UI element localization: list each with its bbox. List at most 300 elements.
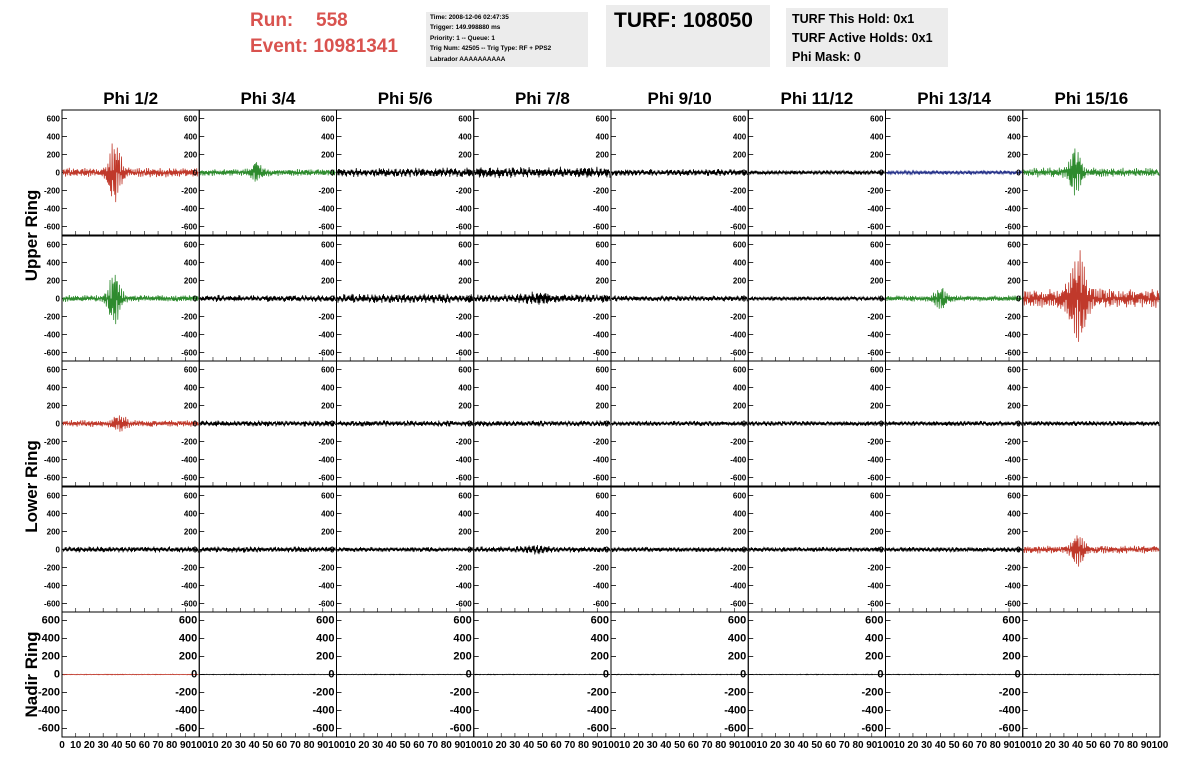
- y-tick-label: 400: [321, 509, 335, 519]
- x-tick-label: 10: [481, 740, 494, 751]
- waveform-trace: [612, 547, 747, 552]
- waveform-trace: [338, 674, 473, 675]
- y-tick-label: -400: [43, 204, 60, 214]
- y-tick-label: -400: [998, 704, 1021, 717]
- y-tick-label: -600: [1004, 348, 1021, 358]
- x-tick-label: 70: [564, 740, 576, 751]
- ring-label: Lower Ring: [22, 440, 41, 533]
- x-tick-label: 50: [674, 740, 686, 751]
- y-tick-label: 600: [183, 240, 198, 250]
- y-tick-label: 0: [1016, 168, 1021, 178]
- y-tick-label: -600: [312, 722, 335, 735]
- y-tick-label: -400: [730, 455, 747, 465]
- y-tick-label: 600: [595, 491, 609, 501]
- y-tick-label: 400: [458, 132, 472, 142]
- info-labrador: Labrador AAAAAAAAAA: [430, 55, 506, 63]
- y-tick-label: -200: [867, 186, 884, 196]
- turf-title: TURF: 108050: [614, 9, 753, 32]
- waveform-trace: [612, 421, 747, 426]
- waveform-trace: [749, 421, 884, 426]
- y-tick-label: 600: [46, 365, 60, 375]
- y-tick-label: 200: [46, 401, 60, 411]
- y-tick-label: -200: [861, 686, 884, 699]
- y-tick-label: -600: [455, 222, 472, 232]
- y-tick-label: -200: [449, 686, 472, 699]
- y-tick-label: 600: [732, 491, 747, 501]
- y-tick-label: 400: [732, 258, 747, 268]
- x-tick-label: 30: [783, 740, 795, 751]
- y-tick-label: 0: [467, 545, 472, 555]
- y-tick-label: 600: [732, 240, 747, 250]
- y-tick-label: -600: [592, 348, 609, 358]
- y-tick-label: -400: [181, 204, 198, 214]
- y-tick-label: -200: [43, 186, 60, 196]
- y-tick-label: 400: [178, 632, 198, 645]
- y-tick-label: 600: [321, 114, 335, 124]
- y-tick-label: 0: [192, 294, 198, 304]
- waveform-trace: [1024, 250, 1159, 342]
- info-time: Time: 2008-12-06 02:47:35: [430, 14, 509, 21]
- y-tick-label: 200: [732, 150, 747, 160]
- y-tick-label: 400: [870, 383, 884, 393]
- x-tick-label: 80: [852, 740, 864, 751]
- y-tick-label: 400: [183, 258, 198, 268]
- waveform-trace: [887, 674, 1022, 675]
- x-tick-label: 80: [440, 740, 452, 751]
- y-tick-label: -400: [867, 204, 884, 214]
- y-tick-label: 600: [458, 114, 472, 124]
- x-tick-label: 20: [1044, 740, 1056, 751]
- y-tick-label: 200: [41, 650, 60, 663]
- y-tick-label: -600: [592, 473, 609, 483]
- y-tick-label: 200: [732, 401, 747, 411]
- y-tick-label: -200: [43, 563, 60, 573]
- column-header: Phi 7/8: [514, 89, 570, 108]
- column-header: Phi 3/4: [240, 89, 296, 108]
- y-tick-label: -600: [730, 599, 747, 609]
- y-tick-label: 600: [46, 114, 60, 124]
- x-tick-label: 70: [976, 740, 988, 751]
- x-tick-label: 70: [838, 740, 850, 751]
- y-tick-label: -200: [730, 186, 747, 196]
- y-tick-label: -600: [43, 473, 60, 483]
- y-tick-label: 600: [46, 240, 60, 250]
- y-tick-label: 600: [321, 240, 335, 250]
- y-tick-label: 600: [183, 491, 198, 501]
- y-tick-label: 0: [55, 294, 60, 304]
- y-tick-label: 200: [458, 401, 472, 411]
- y-tick-label: -400: [455, 330, 472, 340]
- y-tick-label: -400: [455, 455, 472, 465]
- y-tick-label: -200: [1004, 312, 1021, 322]
- y-tick-label: 0: [330, 168, 335, 178]
- y-tick-label: 200: [870, 276, 884, 286]
- y-tick-label: 600: [595, 240, 609, 250]
- y-tick-label: 200: [1002, 650, 1021, 663]
- y-tick-label: -400: [455, 581, 472, 591]
- x-tick-label: 70: [701, 740, 713, 751]
- x-tick-label: 80: [989, 740, 1001, 751]
- y-tick-label: 200: [321, 401, 335, 411]
- turf-this-hold: TURF This Hold: 0x1: [792, 12, 915, 26]
- y-tick-label: 400: [183, 132, 198, 142]
- y-tick-label: 0: [55, 545, 60, 555]
- y-tick-label: 200: [458, 527, 472, 537]
- y-tick-label: -400: [43, 581, 60, 591]
- y-tick-label: 0: [879, 545, 884, 555]
- y-tick-label: 600: [1002, 614, 1021, 627]
- y-tick-label: 200: [183, 401, 198, 411]
- y-tick-label: 400: [41, 632, 60, 645]
- x-tick-label: 60: [962, 740, 974, 751]
- y-tick-label: 400: [183, 509, 198, 519]
- y-tick-label: 600: [1007, 491, 1021, 501]
- y-tick-label: -600: [181, 222, 198, 232]
- waveform-trace: [887, 421, 1022, 426]
- y-tick-label: 600: [1007, 240, 1021, 250]
- y-tick-label: 600: [183, 114, 198, 124]
- y-tick-label: -400: [181, 330, 198, 340]
- y-tick-label: 400: [46, 132, 60, 142]
- x-tick-label: 50: [536, 740, 548, 751]
- y-tick-label: 200: [458, 276, 472, 286]
- y-tick-label: -200: [175, 686, 198, 699]
- y-tick-label: -200: [181, 186, 198, 196]
- x-tick-label: 100: [1151, 740, 1169, 751]
- y-tick-label: 600: [183, 365, 198, 375]
- x-tick-label: 50: [948, 740, 960, 751]
- y-tick-label: 400: [865, 632, 884, 645]
- y-tick-label: -200: [455, 437, 472, 447]
- y-tick-label: 400: [1007, 509, 1021, 519]
- y-tick-label: -600: [318, 473, 335, 483]
- x-tick-label: 40: [111, 740, 123, 751]
- x-tick-label: 20: [632, 740, 645, 751]
- y-tick-label: -400: [867, 455, 884, 465]
- info-priority: Priority: 1 -- Queue: 1: [430, 34, 495, 42]
- y-tick-label: -400: [1004, 330, 1021, 340]
- x-tick-label: 10: [207, 740, 219, 751]
- waveform-trace: [63, 415, 198, 431]
- waveform-trace: [887, 288, 1022, 309]
- y-tick-label: -600: [867, 599, 884, 609]
- x-tick-label: 10: [619, 740, 631, 751]
- y-tick-label: 200: [870, 527, 884, 537]
- y-tick-label: 400: [458, 258, 472, 268]
- y-tick-label: -600: [730, 222, 747, 232]
- info-trigger: Trigger: 149.998880 ms: [430, 24, 501, 32]
- waveform-trace: [612, 295, 747, 301]
- y-tick-label: -600: [318, 348, 335, 358]
- y-tick-label: -200: [1004, 563, 1021, 573]
- y-tick-label: -600: [730, 473, 747, 483]
- y-tick-label: 200: [458, 150, 472, 160]
- x-tick-label: 90: [317, 740, 329, 751]
- y-tick-label: 200: [595, 401, 609, 411]
- y-tick-label: 600: [590, 614, 609, 627]
- y-tick-label: 400: [590, 632, 609, 645]
- y-tick-label: -200: [455, 186, 472, 196]
- x-tick-label: 80: [1126, 740, 1139, 751]
- y-tick-label: 0: [191, 668, 198, 681]
- x-tick-label: 50: [262, 740, 274, 751]
- y-tick-label: 400: [595, 383, 609, 393]
- y-tick-label: 0: [465, 668, 472, 681]
- waveform-trace: [63, 275, 198, 324]
- y-tick-label: -600: [455, 473, 472, 483]
- y-tick-label: 200: [865, 650, 884, 663]
- x-tick-label: 100: [602, 740, 620, 751]
- waveform-trace: [1024, 149, 1159, 196]
- y-tick-label: 200: [453, 650, 472, 663]
- y-tick-label: -600: [861, 722, 884, 735]
- y-tick-label: -200: [867, 563, 884, 573]
- x-tick-label: 40: [934, 740, 946, 751]
- y-tick-label: 600: [321, 491, 335, 501]
- y-tick-label: 600: [458, 365, 472, 375]
- y-tick-label: -600: [181, 473, 198, 483]
- y-tick-label: -400: [318, 455, 335, 465]
- y-tick-label: 0: [604, 168, 609, 178]
- waveform-trace: [63, 144, 198, 203]
- y-tick-label: -600: [175, 722, 198, 735]
- waveform-trace: [200, 421, 335, 427]
- y-tick-label: 200: [732, 527, 747, 537]
- y-tick-label: 600: [458, 491, 472, 501]
- y-tick-label: -400: [43, 455, 60, 465]
- y-tick-label: -200: [586, 686, 609, 699]
- waveform-trace: [200, 547, 335, 553]
- x-tick-label: 60: [550, 740, 562, 751]
- x-tick-label: 30: [97, 740, 109, 751]
- y-tick-label: 0: [330, 419, 335, 429]
- run-value: 558: [316, 10, 348, 31]
- waveform-trace: [612, 674, 747, 675]
- y-tick-label: 600: [732, 365, 747, 375]
- y-tick-label: -400: [318, 204, 335, 214]
- y-tick-label: 400: [458, 509, 472, 519]
- y-tick-label: -200: [318, 186, 335, 196]
- x-tick-label: 60: [825, 740, 837, 751]
- y-tick-label: 200: [183, 276, 198, 286]
- column-header: Phi 15/16: [1054, 89, 1129, 108]
- y-tick-label: 0: [467, 419, 472, 429]
- y-tick-label: 200: [595, 276, 609, 286]
- y-tick-label: 0: [879, 419, 884, 429]
- y-tick-label: 0: [192, 545, 198, 555]
- waveform-trace: [200, 162, 335, 182]
- y-tick-label: 200: [1007, 276, 1021, 286]
- waveform-trace: [749, 296, 884, 300]
- y-tick-label: -200: [312, 686, 335, 699]
- y-tick-label: 600: [595, 365, 609, 375]
- y-tick-label: 0: [55, 168, 60, 178]
- x-tick-label: 80: [166, 740, 178, 751]
- y-tick-label: 400: [727, 632, 747, 645]
- y-tick-label: -400: [861, 704, 884, 717]
- y-tick-label: 400: [732, 132, 747, 142]
- y-tick-label: -600: [449, 722, 472, 735]
- x-tick-label: 60: [276, 740, 288, 751]
- y-tick-label: -400: [181, 581, 198, 591]
- column-header: Phi 1/2: [103, 89, 159, 108]
- y-tick-label: -400: [867, 330, 884, 340]
- y-tick-label: 200: [727, 650, 747, 663]
- y-tick-label: 200: [1007, 527, 1021, 537]
- event-label: Event:: [250, 36, 309, 57]
- y-tick-label: -200: [318, 312, 335, 322]
- y-tick-label: -400: [592, 204, 609, 214]
- y-tick-label: 200: [183, 150, 198, 160]
- y-tick-label: -200: [1004, 186, 1021, 196]
- y-tick-label: 600: [870, 491, 884, 501]
- y-tick-label: 200: [183, 527, 198, 537]
- y-tick-label: -600: [730, 348, 747, 358]
- y-tick-label: 200: [321, 150, 335, 160]
- y-tick-label: 0: [741, 545, 747, 555]
- y-tick-label: 400: [732, 383, 747, 393]
- x-tick-label: 30: [372, 740, 384, 751]
- y-tick-label: 400: [183, 383, 198, 393]
- y-tick-label: 600: [727, 614, 747, 627]
- waveform-trace: [338, 421, 473, 427]
- y-tick-label: 200: [870, 150, 884, 160]
- y-tick-label: -600: [867, 473, 884, 483]
- x-tick-label: 40: [523, 740, 535, 751]
- y-tick-label: 0: [741, 294, 747, 304]
- y-tick-label: 600: [178, 614, 198, 627]
- y-tick-label: 200: [321, 527, 335, 537]
- y-tick-label: -400: [318, 581, 335, 591]
- x-tick-label: 60: [687, 740, 699, 751]
- y-tick-label: -600: [1004, 599, 1021, 609]
- y-tick-label: 0: [604, 294, 609, 304]
- y-tick-label: -200: [43, 312, 60, 322]
- y-tick-label: 200: [46, 276, 60, 286]
- y-tick-label: -400: [730, 581, 747, 591]
- y-tick-label: 400: [1007, 383, 1021, 393]
- y-tick-label: -400: [181, 455, 198, 465]
- phi-mask: Phi Mask: 0: [792, 50, 861, 64]
- y-tick-label: 0: [877, 668, 884, 681]
- run-label: Run:: [250, 10, 294, 31]
- x-tick-label: 60: [413, 740, 425, 751]
- y-tick-label: 600: [453, 614, 472, 627]
- y-tick-label: -400: [592, 330, 609, 340]
- x-tick-label: 100: [465, 740, 483, 751]
- y-tick-label: -600: [181, 348, 198, 358]
- y-tick-label: 600: [458, 240, 472, 250]
- y-tick-label: 0: [330, 545, 335, 555]
- y-tick-label: 400: [870, 132, 884, 142]
- y-tick-label: 0: [604, 419, 609, 429]
- y-tick-label: -600: [1004, 222, 1021, 232]
- y-tick-label: -600: [43, 222, 60, 232]
- y-tick-label: -200: [181, 563, 198, 573]
- y-tick-label: -600: [43, 348, 60, 358]
- y-tick-label: -200: [592, 437, 609, 447]
- column-header: Phi 9/10: [647, 89, 712, 108]
- y-tick-label: -200: [730, 312, 747, 322]
- y-tick-label: 0: [330, 294, 335, 304]
- y-tick-label: -600: [867, 222, 884, 232]
- y-tick-label: 0: [328, 668, 335, 681]
- y-tick-label: 600: [870, 240, 884, 250]
- ring-label: Upper Ring: [22, 189, 41, 282]
- y-tick-label: 400: [595, 132, 609, 142]
- y-tick-label: -400: [175, 704, 198, 717]
- y-tick-label: 400: [321, 132, 335, 142]
- y-tick-label: -600: [586, 722, 609, 735]
- info-trig-num: Trig Num: 42505 -- Trig Type: RF + PPS2: [430, 45, 552, 53]
- y-tick-label: -400: [37, 704, 60, 717]
- x-tick-label: 70: [427, 740, 439, 751]
- y-tick-label: -400: [455, 204, 472, 214]
- y-tick-label: 400: [453, 632, 472, 645]
- y-tick-label: -400: [449, 704, 472, 717]
- y-tick-label: 400: [870, 509, 884, 519]
- waveform-trace: [887, 170, 1022, 174]
- x-tick-label: 50: [1085, 740, 1097, 751]
- waveform-trace: [63, 674, 198, 675]
- x-tick-label: 10: [70, 740, 82, 751]
- x-tick-label: 20: [221, 740, 233, 751]
- y-tick-label: 0: [740, 668, 747, 681]
- y-tick-label: 200: [595, 150, 609, 160]
- y-tick-label: 200: [595, 527, 609, 537]
- y-tick-label: 400: [870, 258, 884, 268]
- y-tick-label: 0: [879, 294, 884, 304]
- y-tick-label: -400: [867, 581, 884, 591]
- x-tick-label: 90: [728, 740, 741, 751]
- y-tick-label: 400: [321, 383, 335, 393]
- y-tick-label: -600: [1004, 473, 1021, 483]
- y-tick-label: 400: [46, 258, 60, 268]
- x-tick-label: 80: [303, 740, 315, 751]
- waveform-trace: [1024, 674, 1159, 675]
- x-tick-label: 100: [877, 740, 894, 751]
- y-tick-label: 0: [192, 168, 198, 178]
- waveform-trace: [338, 168, 473, 178]
- x-tick-label: 50: [399, 740, 411, 751]
- y-tick-label: -200: [37, 686, 60, 699]
- x-tick-label: 100: [190, 740, 208, 751]
- y-tick-label: -600: [181, 599, 198, 609]
- y-tick-label: -400: [724, 704, 747, 717]
- waveform-trace: [749, 547, 884, 552]
- x-tick-label: 90: [1003, 740, 1015, 751]
- y-tick-label: 400: [595, 258, 609, 268]
- waveform-trace: [749, 674, 884, 675]
- waveform-trace: [63, 546, 198, 552]
- y-tick-label: -400: [318, 330, 335, 340]
- x-tick-label: 40: [1072, 740, 1084, 751]
- waveform-trace: [338, 547, 473, 552]
- y-tick-label: 400: [1007, 132, 1021, 142]
- x-tick-label: 70: [152, 740, 164, 751]
- x-tick-label: 40: [797, 740, 809, 751]
- y-tick-label: 600: [41, 614, 60, 627]
- y-tick-label: -200: [730, 563, 747, 573]
- x-tick-label: 40: [248, 740, 260, 751]
- x-tick-label: 40: [385, 740, 397, 751]
- y-tick-label: 200: [321, 276, 335, 286]
- waveform-trace: [1024, 535, 1159, 566]
- y-tick-label: -600: [455, 599, 472, 609]
- waveform-trace: [200, 674, 335, 675]
- x-tick-label: 40: [660, 740, 672, 751]
- y-tick-label: -200: [592, 312, 609, 322]
